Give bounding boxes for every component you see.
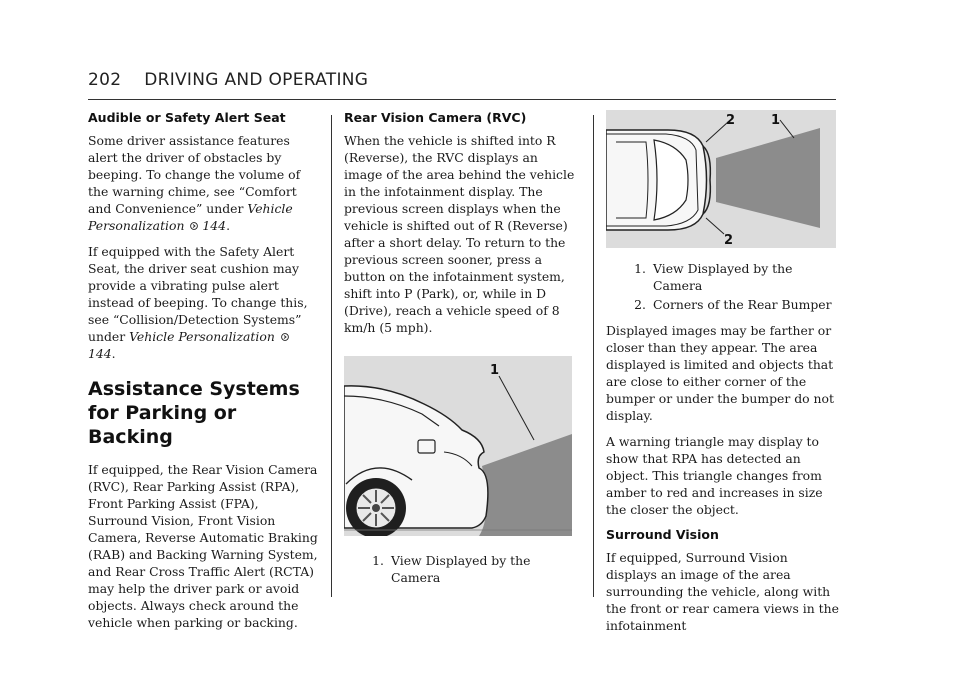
- column-divider-1: [331, 115, 332, 597]
- paragraph-displayed-images: Displayed images may be farther or closer than they appear. The area displayed is limited and objects that are close to either corner of the bumper or under the bumper do not display.: [606, 323, 834, 423]
- legend-item: 1. View Displayed by the Camera: [634, 261, 793, 293]
- legend-item: 2. Corners of the Rear Bumper: [634, 297, 832, 312]
- figure-rear-car: [344, 356, 580, 536]
- figure-legend: [606, 260, 842, 313]
- rear-car-illustration: [344, 356, 572, 536]
- section-title: DRIVING AND OPERATING: [144, 70, 369, 90]
- paragraph-safety-alert: If equipped with the Safety Alert Seat, the driver seat cushion may provide a vibrating pulse alert instead of beeping. To change this, see “Collision/Detection Systems” under Vehicle Personalization 144.: [88, 244, 308, 361]
- column-3: [606, 110, 842, 643]
- top-view-illustration: [606, 110, 836, 248]
- legend-item: 1. View Displayed by the Camera: [372, 553, 531, 585]
- paragraph-rvc: When the vehicle is shifted into R (Reverse), the RVC displays an image of the area behind the vehicle in the infotainment display. The previous screen displays when the vehicle is shifted out of R (Reverse) after a short delay. To return to the previous screen sooner, press a button on the infotainment system, shift into P (Park), or, while in D (Drive), reach a vehicle speed of 8 km/h (5 mph).: [344, 133, 575, 335]
- page-header: [88, 70, 368, 90]
- paragraph-chime: Some driver assistance features alert the driver of obstacles by beeping. To change the volume of the warning chime, see “Comfort and Convenience” under Vehicle Personalization 144.: [88, 133, 301, 233]
- heading-safety-alert-seat: Audible or Safety Alert Seat: [88, 110, 286, 125]
- page-reference-icon: [281, 332, 291, 342]
- header-divider: [88, 99, 836, 100]
- paragraph-assistance: If equipped, the Rear Vision Camera (RVC), Rear Parking Assist (RPA), Front Parking Assist (FPA), Surround Vision, Front Vision Camera, Reverse Automatic Braking (RAB) and Backing Warning System, and Rear Cross Traffic Alert (RCTA) may help the driver park or avoid objects. Always check around the vehicle when parking or backing.: [88, 462, 318, 630]
- xref-vehicle-personalization[interactable]: Vehicle Personalization: [129, 329, 275, 344]
- xref-page[interactable]: 144: [88, 346, 112, 361]
- heading-assistance-systems: Assistance Systems for Parking or Backing: [88, 378, 300, 448]
- column-1: [88, 110, 318, 640]
- xref-vehicle-personalization[interactable]: Vehicle Personalization: [88, 201, 293, 233]
- figure-callout-1: 1: [490, 363, 500, 378]
- figure-legend: [344, 552, 580, 586]
- figure-callout-2-bottom: 2: [724, 233, 734, 248]
- page-number: 202: [88, 70, 122, 90]
- column-2: [344, 110, 580, 588]
- figure-callout-1: 1: [771, 113, 781, 128]
- figure-callout-2-top: 2: [726, 113, 736, 128]
- page-reference-icon: [190, 221, 200, 231]
- paragraph-surround-vision: If equipped, Surround Vision displays an image of the area surrounding the vehicle, along with the front or rear camera views in the infotainment: [606, 550, 839, 633]
- figure-top-view: [606, 110, 842, 248]
- column-divider-2: [593, 115, 594, 597]
- xref-page[interactable]: 144: [202, 218, 227, 233]
- heading-rvc: Rear Vision Camera (RVC): [344, 110, 527, 125]
- paragraph-warning-triangle: A warning triangle may display to show that RPA has detected an object. This triangle changes from amber to red and increases in size the closer the object.: [606, 434, 823, 517]
- heading-surround-vision: Surround Vision: [606, 527, 719, 542]
